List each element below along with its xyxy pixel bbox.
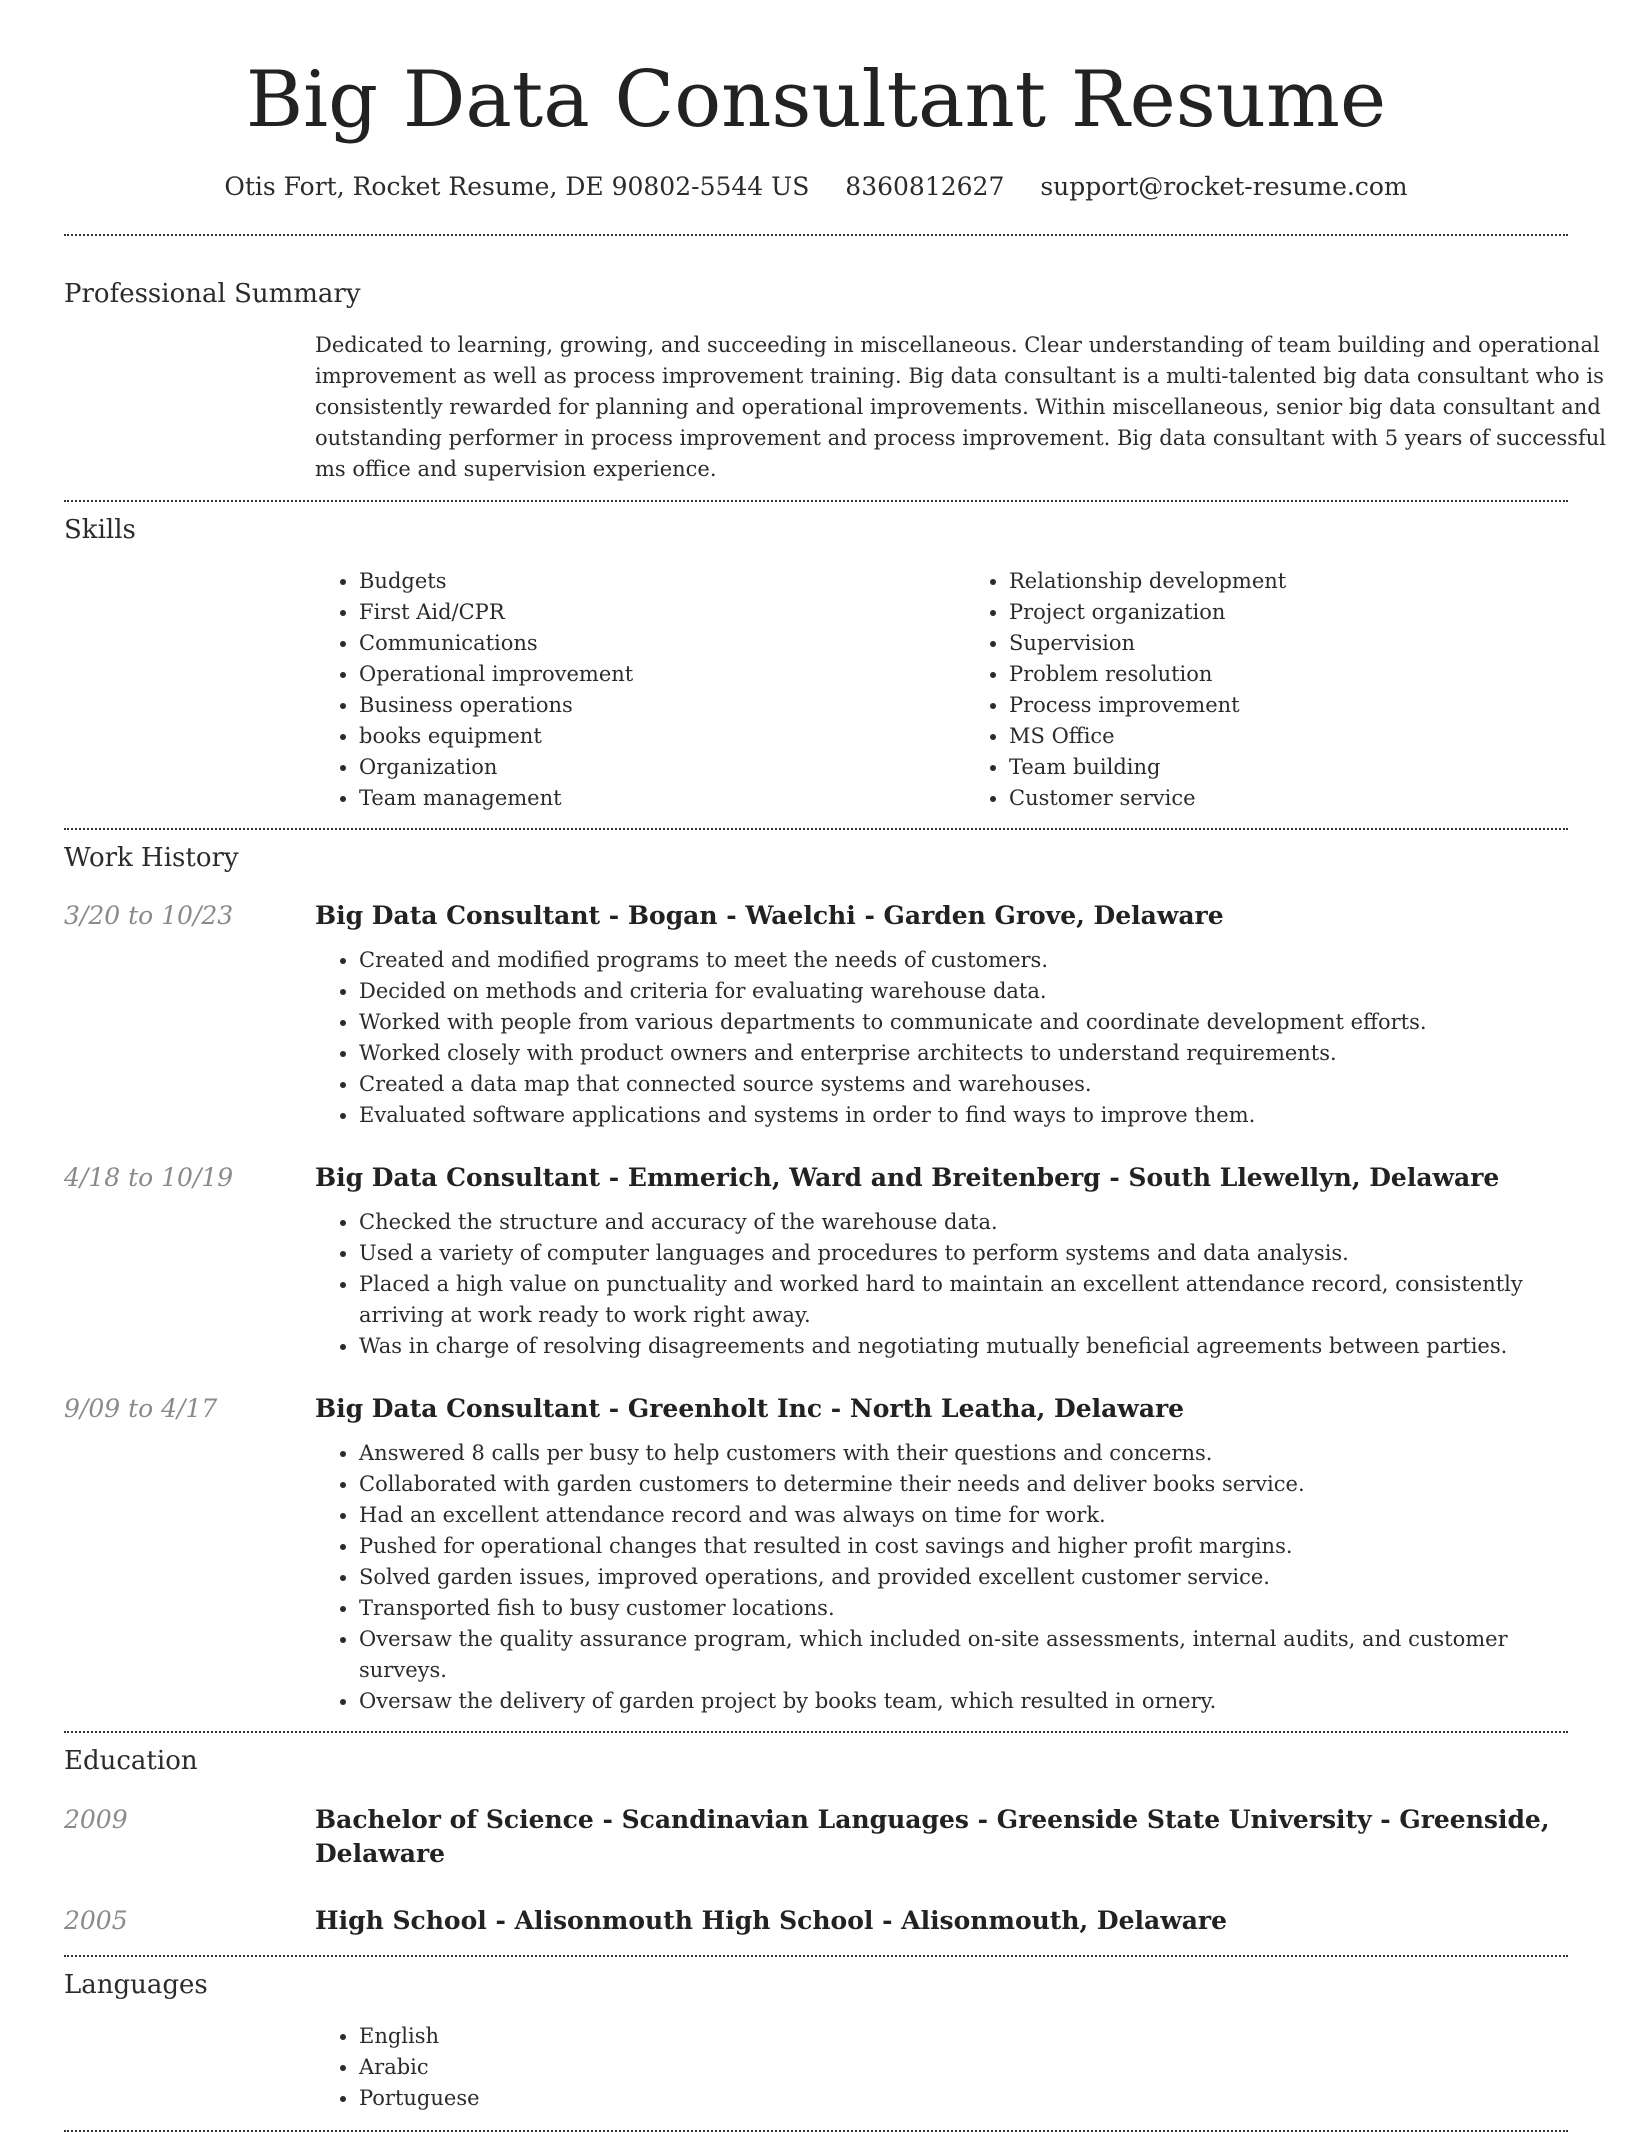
job-dates: 9/09 to 4/17 [64,1394,218,1423]
skills-section [0,502,1632,814]
skill-item: • Team management [359,783,965,814]
education-section [0,1733,1632,1938]
job-bullet: • Oversaw the quality assurance program, which included on-site assessments, internal audits, and customer surveys. [359,1624,1568,1686]
skills-list-right [965,566,1615,814]
job-dates: 4/18 to 10/19 [64,1163,234,1192]
language-item: • Arabic [359,2052,1615,2083]
education-text: Bachelor of Science - Scandinavian Languages - Greenside State University - Greenside, Delaware [315,1805,1550,1868]
summary-text: Dedicated to learning, growing, and succeeding in miscellaneous. Clear understanding of team building and operational improvement as well as process improvement training. Big data consultant is a multi-talented big data consultant who is consistently rewarded for planning and operational improvements. Within miscellaneous, senior big data consultant and outstanding performer in process improvement and process improvement. Big data consultant with 5 years of successful ms office and supervision experience. [315,333,1606,481]
job-bullet: • Transported fish to busy customer locations. [359,1593,1568,1624]
skill-item: • Budgets [359,566,965,597]
languages-heading: Languages [64,1970,208,2000]
job-title: Big Data Consultant - Emmerich, Ward and Breitenberg - South Llewellyn, Delaware [315,1163,1500,1192]
job-bullet: • Created a data map that connected source systems and warehouses. [359,1069,1568,1100]
skill-item: • MS Office [1009,721,1615,752]
work-heading: Work History [64,843,239,873]
job-bullet: • Worked closely with product owners and enterprise architects to understand requirements. [359,1038,1568,1069]
skill-item: • Operational improvement [359,659,965,690]
education-year: 2009 [64,1805,128,1834]
language-item: • English [359,2021,1615,2052]
skill-item: • Process improvement [1009,690,1615,721]
job-bullet: • Pushed for operational changes that resulted in cost savings and higher profit margins. [359,1531,1568,1562]
contact-email: support@rocket-resume.com [1040,172,1408,201]
skill-item: • Team building [1009,752,1615,783]
languages-section [0,1957,1632,2114]
job-dates: 3/20 to 10/23 [64,901,234,930]
job-bullets [315,1207,1568,1362]
contact-line [0,170,1632,204]
work-section [0,830,1632,1717]
skill-item: • Business operations [359,690,965,721]
skills-list-left [315,566,965,814]
job-bullet: • Solved garden issues, improved operations, and provided excellent customer service. [359,1562,1568,1593]
education-entry [64,1904,1568,1938]
job-bullet: • Collaborated with garden customers to determine their needs and deliver books service. [359,1469,1568,1500]
skill-item: • Problem resolution [1009,659,1615,690]
contact-phone: 8360812627 [845,172,1005,201]
skill-item: • Organization [359,752,965,783]
job-bullet: • Decided on methods and criteria for evaluating warehouse data. [359,976,1568,1007]
job-bullet: • Evaluated software applications and systems in order to find ways to improve them. [359,1100,1568,1131]
job-bullet: • Oversaw the delivery of garden project by books team, which resulted in ornery. [359,1686,1568,1717]
skill-item: • Communications [359,628,965,659]
education-year: 2005 [64,1906,128,1935]
skill-item: • books equipment [359,721,965,752]
job-title: Big Data Consultant - Greenholt Inc - North Leatha, Delaware [315,1394,1185,1423]
job-entry [64,899,1568,1131]
job-entry [64,1392,1568,1717]
skills-heading: Skills [64,515,136,545]
contact-address: Otis Fort, Rocket Resume, DE 90802-5544 US [224,172,810,201]
summary-section [0,236,1632,485]
job-title: Big Data Consultant - Bogan - Waelchi - Garden Grove, Delaware [315,901,1224,930]
job-bullet: • Was in charge of resolving disagreements and negotiating mutually beneficial agreements between parties. [359,1331,1568,1362]
languages-list [315,2021,1615,2114]
job-bullet: • Placed a high value on punctuality and worked hard to maintain an excellent attendance record, consistently arriving at work ready to work right away. [359,1269,1568,1331]
job-bullets [315,945,1568,1131]
skill-item: • Project organization [1009,597,1615,628]
job-bullet: • Had an excellent attendance record and was always on time for work. [359,1500,1568,1531]
education-heading: Education [64,1746,198,1776]
job-bullet: • Answered 8 calls per busy to help customers with their questions and concerns. [359,1438,1568,1469]
education-text: High School - Alisonmouth High School - Alisonmouth, Delaware [315,1906,1227,1935]
page-title: Big Data Consultant Resume [245,55,1387,145]
education-entry [64,1803,1568,1871]
job-bullet: • Worked with people from various departments to communicate and coordinate development efforts. [359,1007,1568,1038]
job-bullet: • Created and modified programs to meet the needs of customers. [359,945,1568,976]
skill-item: • Customer service [1009,783,1615,814]
summary-heading: Professional Summary [64,279,361,309]
job-bullet: • Used a variety of computer languages and procedures to perform systems and data analysis. [359,1238,1568,1269]
skill-item: • First Aid/CPR [359,597,965,628]
skill-item: • Supervision [1009,628,1615,659]
language-item: • Portuguese [359,2083,1615,2114]
job-entry [64,1161,1568,1362]
job-bullet: • Checked the structure and accuracy of the warehouse data. [359,1207,1568,1238]
skill-item: • Relationship development [1009,566,1615,597]
job-bullets [315,1438,1568,1717]
